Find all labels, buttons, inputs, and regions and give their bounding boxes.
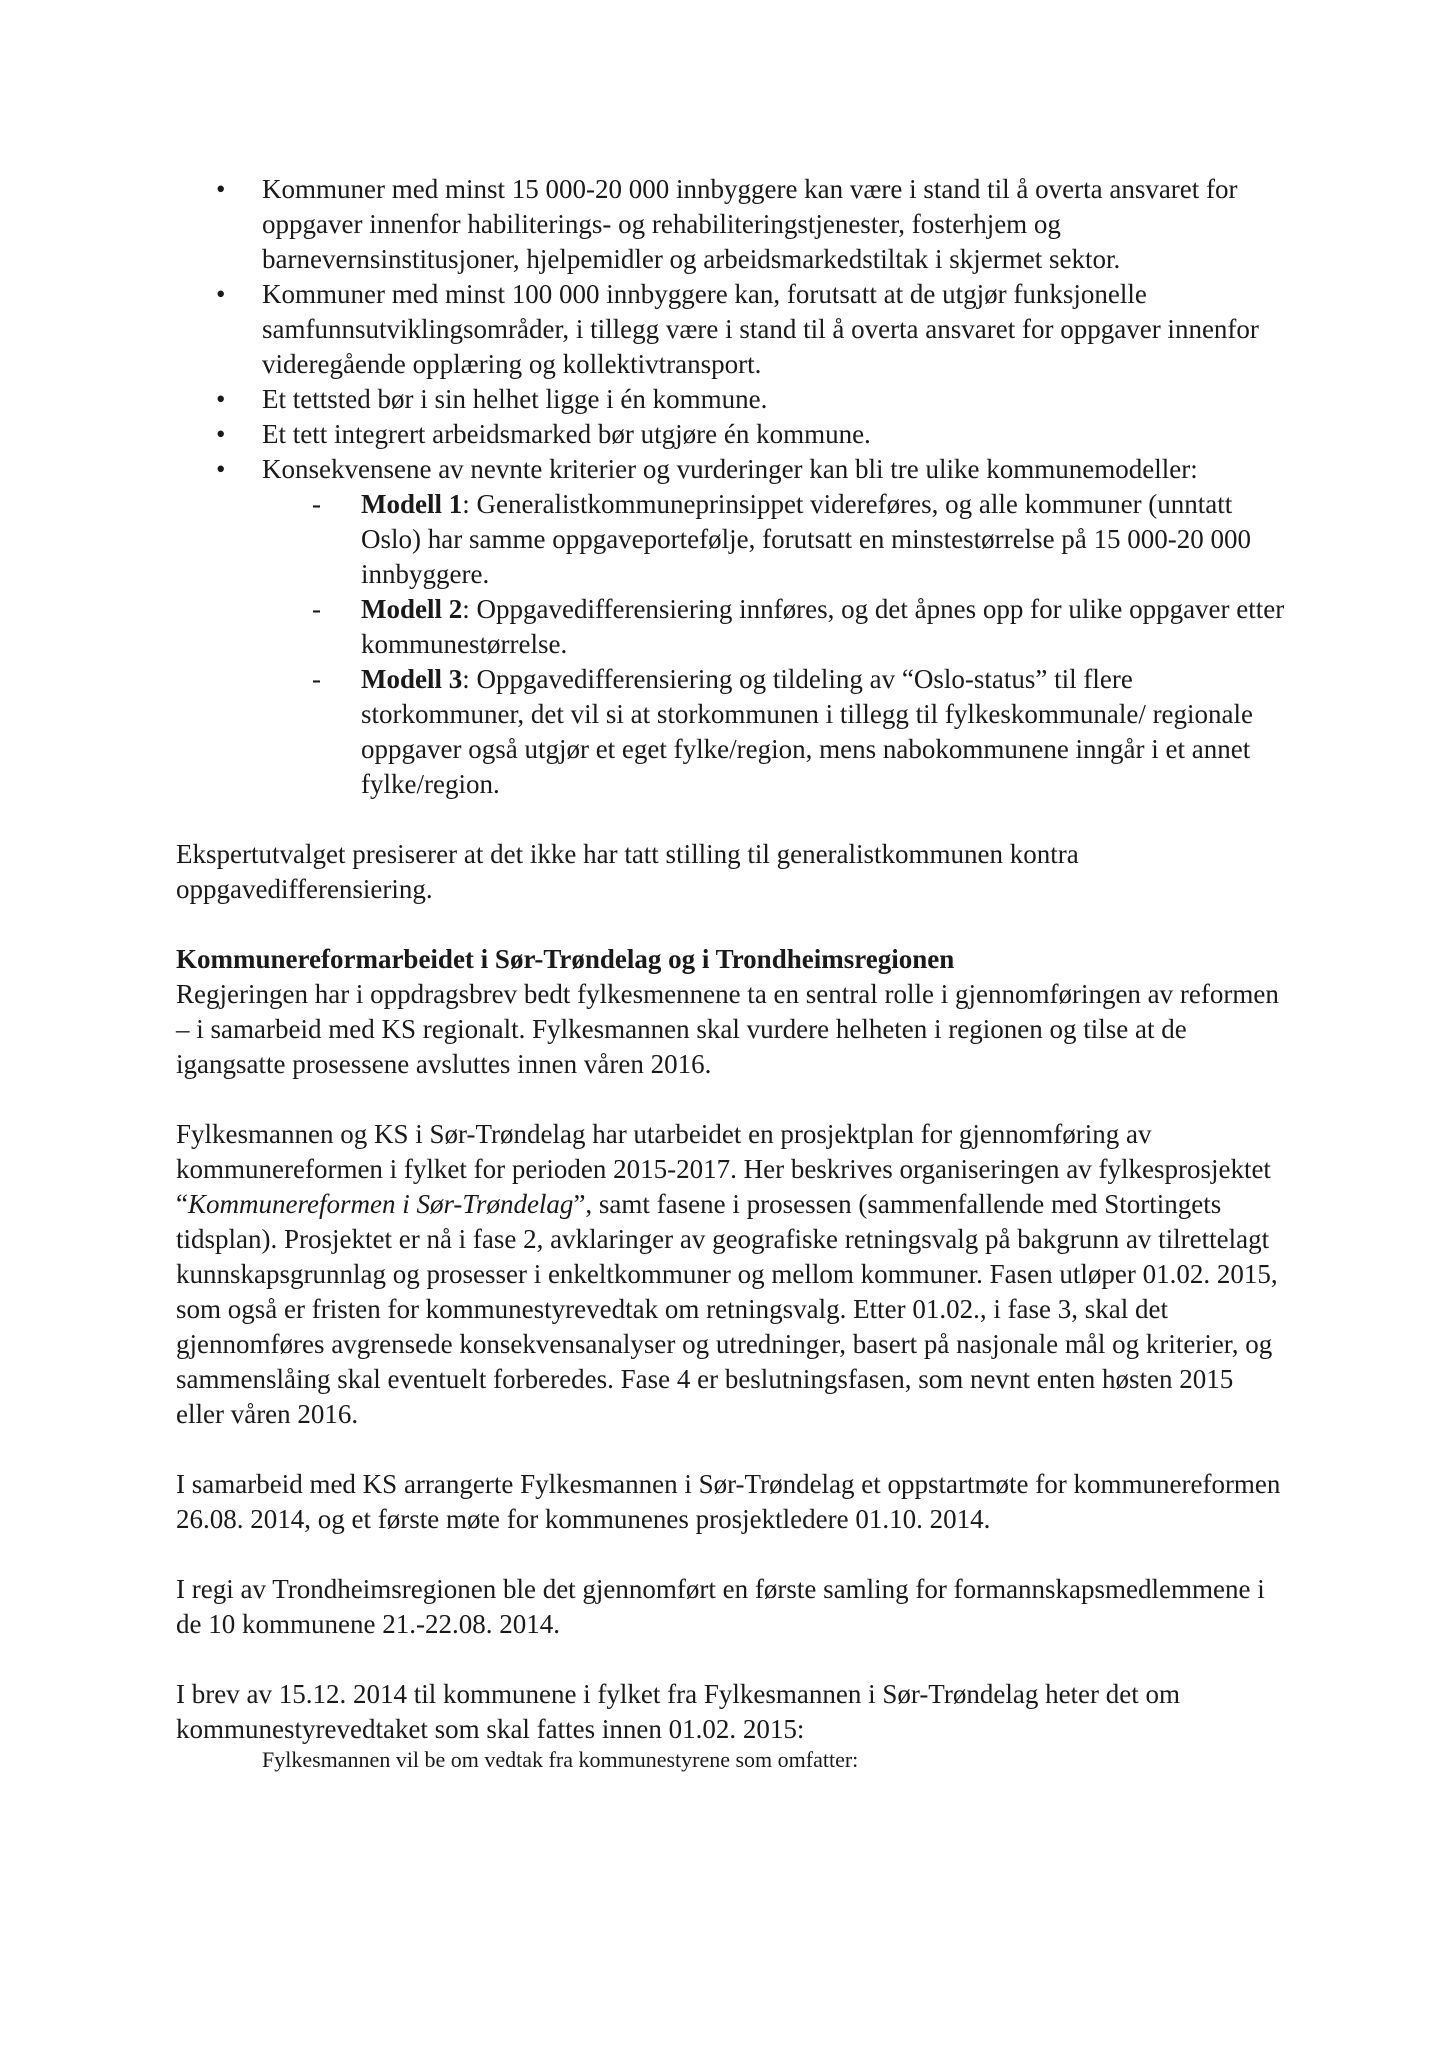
criteria-list xyxy=(176,172,1286,802)
list-item: • Et tettsted bør i sin helhet ligge i én kommune. xyxy=(176,382,1286,417)
paragraph-regjering: Regjeringen har i oppdragsbrev bedt fylkesmennene ta en sentral rolle i gjennomføringen av reformen – i samarbeid med KS regionalt. Fylkesmannen skal vurdere helheten i regionen og tilse at de igangsatte prosessene avsluttes innen våren 2016. xyxy=(176,979,1279,1079)
paragraph-brev: I brev av 15.12. 2014 til kommunene i fylket fra Fylkesmannen i Sør-Trøndelag heter det om kommunestyrevedtaket som skal fattes innen 01.02. 2015: xyxy=(176,1679,1181,1744)
list-item: • Kommuner med minst 15 000-20 000 innbyggere kan være i stand til å overta ansvaret for oppgaver innenfor habiliterings- og rehabiliteringstjenester, fosterhjem og barnevernsinstitusjoner, hjelpemidler og arbeidsmarkedstiltak i skjermet sektor. xyxy=(176,172,1286,277)
paragraph-text: Fylkesmannen og KS i Sør-Trøndelag har utarbeidet en prosjektplan for gjennomføring av kommunereformen i fylket for perioden 2015-2017. Her beskrives organiseringen av fylkesprosjektet “ xyxy=(176,1119,1271,1219)
model-label: Modell 1 xyxy=(361,489,463,519)
model-label: Modell 2 xyxy=(361,594,463,624)
paragraph-expert: Ekspertutvalget presiserer at det ikke har tatt stilling til generalistkommunen kontra oppgavedifferensiering. xyxy=(176,839,1079,904)
paragraph-samarbeid: I samarbeid med KS arrangerte Fylkesmannen i Sør-Trøndelag et oppstartmøte for kommunereformen 26.08. 2014, og et første møte for kommunenes prosjektledere 01.10. 2014. xyxy=(176,1469,1281,1534)
model-label: Modell 3 xyxy=(361,664,463,694)
section-heading: Kommunereformarbeidet i Sør-Trøndelag og i Trondheimsregionen xyxy=(176,944,955,974)
list-item: • Et tett integrert arbeidsmarked bør utgjøre én kommune. xyxy=(176,417,1286,452)
model-item xyxy=(312,487,1286,592)
model-text: : Oppgavedifferensiering og tildeling av “Oslo-status” til flere storkommuner, det vil si at storkommunen i tillegg til fylkeskommunale/ regionale oppgaver også utgjør et eget fylke/region, mens nabokommunene inngår i et annet fylke/region. xyxy=(361,664,1254,799)
list-item-text: Konsekvensene av nevnte kriterier og vurderinger kan bli tre ulike kommunemodeller: xyxy=(262,454,1198,484)
paragraph-fylkesmannen xyxy=(176,1117,1286,1432)
paragraph-text: ”, samt fasene i prosessen (sammenfallende med Stortingets tidsplan). Prosjektet er nå i fase 2, avklaringer av geografiske retningsvalg på bakgrunn av tilrettelagt kunnskapsgrunnlag og prosesser i enkeltkommuner og mellom kommuner. Fasen utløper 01.02. 2015, som også er fristen for kommunestyrevedtak om retningsvalg. Etter 01.02., i fase 3, skal det gjennomføres avgrensede konsekvensanalyser og utredninger, basert på nasjonale mål og kriterier, og sammenslåing skal eventuelt forberedes. Fase 4 er beslutningsfasen, som nevnt enten høsten 2015 eller våren 2016. xyxy=(176,1189,1278,1429)
model-text: : Oppgavedifferensiering innføres, og det åpnes opp for ulike oppgaver etter kommunestørrelse. xyxy=(361,594,1285,659)
model-item xyxy=(312,592,1286,662)
project-name: Kommunereformen i Sør-Trøndelag xyxy=(187,1189,574,1219)
paragraph-regi: I regi av Trondheimsregionen ble det gjennomført en første samling for formannskapsmedlemmene i de 10 kommunene 21.-22.08. 2014. xyxy=(176,1574,1265,1639)
model-list xyxy=(312,487,1286,802)
letter-quote: Fylkesmannen vil be om vedtak fra kommunestyrene som omfatter: xyxy=(262,1747,859,1772)
list-item xyxy=(176,452,1286,802)
model-text: : Generalistkommuneprinsippet videreføres, og alle kommuner (unntatt Oslo) har samme oppgaveportefølje, forutsatt en minstestørrelse på 15 000-20 000 innbyggere. xyxy=(361,489,1252,589)
model-item xyxy=(312,662,1286,802)
list-item: • Kommuner med minst 100 000 innbyggere kan, forutsatt at de utgjør funksjonelle samfunnsutviklingsområder, i tillegg være i stand til å overta ansvaret for oppgaver innenfor videregående opplæring og kollektivtransport. xyxy=(176,277,1286,382)
document-page xyxy=(176,172,1286,1773)
